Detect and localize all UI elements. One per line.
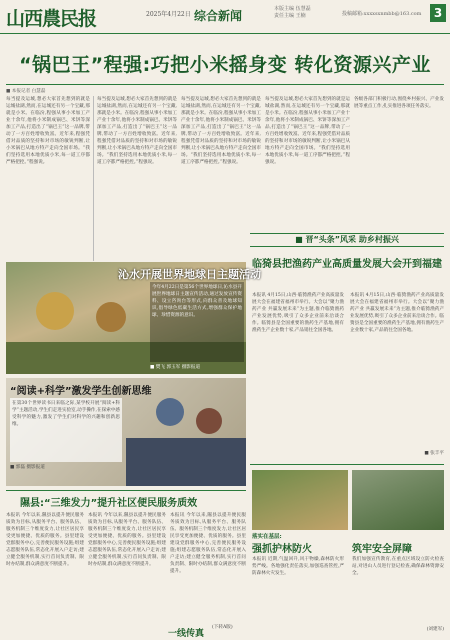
science-body: 在第30个世界读书日来临之际,某学校开展“阅读+科学”主题活动,学生们走进实验室,动手操作,在探索中感受科学的魅力,激发了学生们对科学的兴趣和创新思维。: [10, 398, 122, 462]
science-credit: ■ 郭磊 摄影报道: [10, 465, 45, 470]
lead-body-col-2: 每当提及运城,想必大家首先想到的就是运城盐湖,然而,在运城还有另一个宝藏,那就是小米。在临汾,程强从事小米加工产业十余年,他将小米制成锅巴、米饼等深加工产品,打造出了“锅巴王”这一品牌,带动了一方百姓增收致富。近年来,程强凭借对品质的坚持和对市场的敏锐判断,让小米锅巴从地方特产走向全国市场。“我们坚持选用本地优质小米,每一道工序都严格把控。”程强说。: [97, 97, 177, 165]
student-figure-2: [196, 408, 222, 434]
lead-body-col-3: 每当提及运城,想必大家首先想到的就是运城盐湖,然而,在运城还有另一个宝藏,那就是小米。在临汾,程强从事小米加工产业十余年,他将小米制成锅巴、米饼等深加工产品,打造出了“锅巴王”这一品牌,带动了一方百姓增收致富。近年来,程强凭借对品质的坚持和对市场的敏锐判断,让小米锅巴从地方特产走向全国市场。“我们坚持选用本地优质小米,每一道工序都严格把控。”程强说。: [181, 97, 261, 165]
contact-email: 投稿邮箱:xxxxsxnmbb@163.com: [342, 11, 422, 17]
forest-title-left: 强抓护林防火: [252, 544, 312, 555]
jiangxian-body-col-1: 本报讯 今年以来,隰县以提升便民服务质效为目标,从服务平台、服务队伍、服务机制三个维度发力,让社区居民享受更加便捷、优质的服务。县里建设党群服务中心,完善便民服务设施;组建志愿服务队伍,常态化开展入户走访;建立健全服务机制,实行首问负责制、限时办结制,群众满意度不断提升。: [6, 513, 84, 567]
earth-day-credit: ■ 樊飞 郭玉军 摄影报道: [150, 365, 201, 370]
headline-rule: [6, 84, 444, 85]
earth-day-figure-1: [36, 292, 74, 330]
forest-photo: [252, 470, 348, 530]
earth-day-title: 沁水开展世界地球日主题活动: [118, 268, 261, 281]
section-title: 综合新闻: [194, 9, 243, 23]
forest-credit: (刘建军): [426, 627, 444, 632]
earth-day-figure-2: [96, 302, 126, 332]
forest-body-right: 我们加强宣传教育,在重点区域设立防火检查站,对进山人员进行登记检查,确保森林资源安全。: [352, 557, 444, 576]
jiangxian-rule: [6, 490, 246, 491]
lead-body-col-4: 每当提及运城,想必大家首先想到的就是运城盐湖,然而,在运城还有另一个宝藏,那就是小米。在临汾,程强从事小米加工产业十余年,他将小米制成锅巴、米饼等深加工产品,打造出了“锅巴王”这一品牌,带动了一方百姓增收致富。近年来,程强凭借对品质的坚持和对市场的敏锐判断,让小米锅巴从地方特产走向全国市场。“我们坚持选用本地优质小米,每一道工序都严格把控。”程强说。: [265, 97, 350, 165]
editor-credit: [274, 6, 311, 20]
jiangxian-title: 隰县:“三维发力”提升社区便民服务质效: [20, 498, 198, 509]
page-number: 3: [430, 4, 446, 22]
next-section-label: 一线传真: [168, 629, 205, 639]
editor-line-1: 本版主编 伍慧磊: [274, 6, 311, 12]
linyi-title: 临猗县把渔药产业高质量发展大会开到福建: [252, 259, 442, 270]
right-column-text: 各级各部门积极行动,围绕乡村振兴、产业发展等重点工作,扎实推进各项任务落实。: [354, 97, 444, 109]
forest-rule: [250, 464, 444, 465]
forest-heading-label: 落实在基层:: [252, 534, 282, 540]
student-figure-1: [156, 398, 184, 426]
forest-body-left: 本报讯 近期,气温回升,风干物燥,森林防火形势严峻。各地强化责任落实,加强巡查管控,严防森林火灾发生。: [252, 557, 344, 576]
issue-date: 2025年4月22日: [146, 11, 191, 18]
lead-body-col-1: 每当提及运城,想必大家首先想到的就是运城盐湖,然而,在运城还有另一个宝藏,那就是小米。在临汾,程强从事小米加工产业十余年,他将小米制成锅巴、米饼等深加工产品,打造出了“锅巴王”这一品牌,带动了一方百姓增收致富。近年来,程强凭借对品质的坚持和对市场的敏锐判断,让小米锅巴从地方特产走向全国市场。“我们坚持选用本地优质小米,每一道工序都严格把控。”程强说。: [6, 97, 90, 165]
jiangxian-body-col-3: 本报讯 今年以来,隰县以提升便民服务质效为目标,从服务平台、服务队伍、服务机制三个维度发力,让社区居民享受更加便捷、优质的服务。县里建设党群服务中心,完善便民服务设施;组建志愿服务队伍,常态化开展入户走访;建立健全服务机制,实行首问负责制、限时办结制,群众满意度不断提升。: [170, 513, 246, 574]
jiangxian-continue: (下转A版): [212, 625, 233, 630]
editor-line-2: 责任主编 王楠: [274, 13, 306, 19]
lead-byline: ■ 本报记者 白慧磊: [6, 89, 46, 94]
science-title: “阅读+科学”激发学生创新思维: [10, 386, 152, 397]
forest-title-right: 筑牢安全屏障: [352, 544, 412, 555]
patrol-photo: [352, 470, 444, 530]
linyi-credit: ■ 张丰平: [424, 451, 444, 456]
earth-day-body: 今年4月22日是第56个世界地球日,沁水县开展世界地球日主题宣传活动,通过发放宣传资料、设立咨询台等形式,向群众普及地球知识,倡导绿色低碳生活方式,增强群众保护地球、珍惜资源的意识。: [150, 282, 244, 362]
village-subhead: ■ 晋“头条”风采 助乡村振兴: [250, 233, 444, 247]
linyi-body-col-1: 本报讯 4月15日,山西·临猗渔药产业高质量发展大会在福建省福州市举行。大会以“聚力渔药产业 共赢发展未来”为主题,推介临猗渔药产业发展优势,吸引了众多企业前来洽谈合作。临猗县是全国重要的渔药生产基地,拥有渔药生产企业数十家,产品销往全国各地。: [252, 293, 344, 333]
lead-headline: “锅巴王”程强:巧把小米摇身变 转化资源兴产业: [19, 54, 431, 76]
classroom-table: [126, 438, 246, 486]
newspaper-logo: 山西農民报: [6, 8, 97, 30]
column-divider: [93, 96, 94, 261]
linyi-body-col-2: 本报讯 4月15日,山西·临猗渔药产业高质量发展大会在福建省福州市举行。大会以“聚力渔药产业 共赢发展未来”为主题,推介临猗渔药产业发展优势,吸引了众多企业前来洽谈合作。临猗县是全国重要的渔药生产基地,拥有渔药生产企业数十家,产品销往全国各地。: [350, 293, 444, 333]
jiangxian-body-col-2: 本报讯 今年以来,隰县以提升便民服务质效为目标,从服务平台、服务队伍、服务机制三个维度发力,让社区居民享受更加便捷、优质的服务。县里建设党群服务中心,完善便民服务设施;组建志愿服务队伍,常态化开展入户走访;建立健全服务机制,实行首问负责制、限时办结制,群众满意度不断提升。: [88, 513, 166, 567]
